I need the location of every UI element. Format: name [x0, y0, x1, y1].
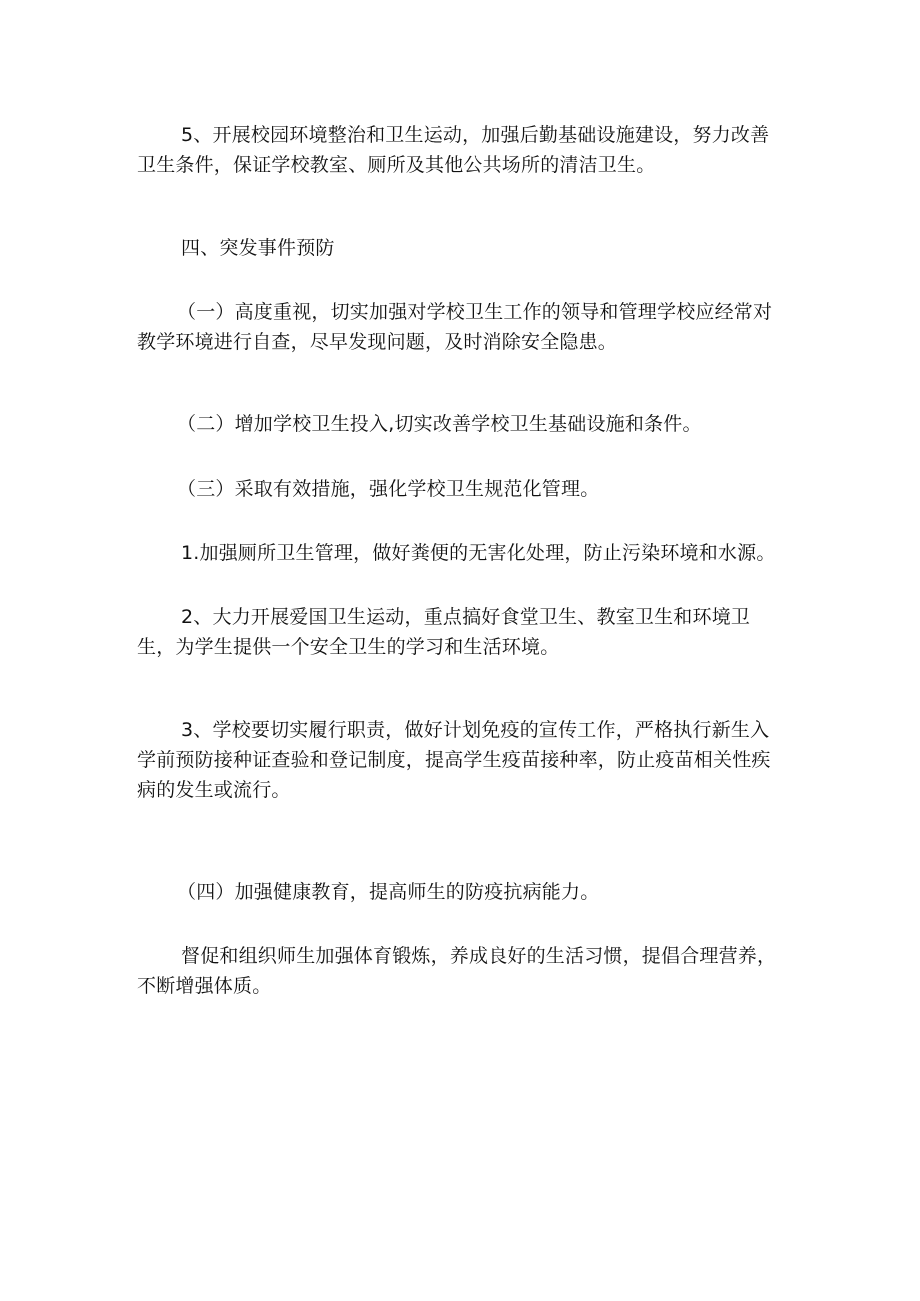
paragraph-item-3: 3、学校要切实履行职责，做好计划免疫的宣传工作，严格执行新生入学前预防接种证查验和登记制度，提高学生疫苗接种率，防止疫苗相关性疾病的发生或流行。 — [137, 719, 771, 801]
paragraph-sub-1: （一）高度重视，切实加强对学校卫生工作的领导和管理学校应经常对教学环境进行自查，尽早发现问题，及时消除安全隐患。 — [137, 301, 773, 353]
paragraph-closing: 督促和组织师生加强体育锻炼，养成良好的生活习惯，提倡合理营养，不断增强体质。 — [137, 945, 777, 997]
paragraph-item-2: 2、大力开展爱国卫生运动，重点搞好食堂卫生、教室卫生和环境卫生，为学生提供一个安全卫生的学习和生活环境。 — [137, 606, 751, 658]
paragraph-sub-2: （二）增加学校卫生投入,切实改善学校卫生基础设施和条件。 — [177, 413, 702, 435]
paragraph-sub-3: （三）采取有效措施，强化学校卫生规范化管理。 — [177, 478, 600, 500]
paragraph-item-5: 5、开展校园环境整治和卫生运动，加强后勤基础设施建设，努力改善卫生条件，保证学校教室、厕所及其他公共场所的清洁卫生。 — [137, 124, 770, 176]
paragraph-item-1: 1.加强厕所卫生管理，做好粪便的无害化处理，防止污染环境和水源。 — [181, 542, 776, 564]
paragraph-sub-4: （四）加强健康教育，提高师生的防疫抗病能力。 — [177, 881, 600, 903]
section-heading-4: 四、突发事件预防 — [181, 237, 335, 259]
